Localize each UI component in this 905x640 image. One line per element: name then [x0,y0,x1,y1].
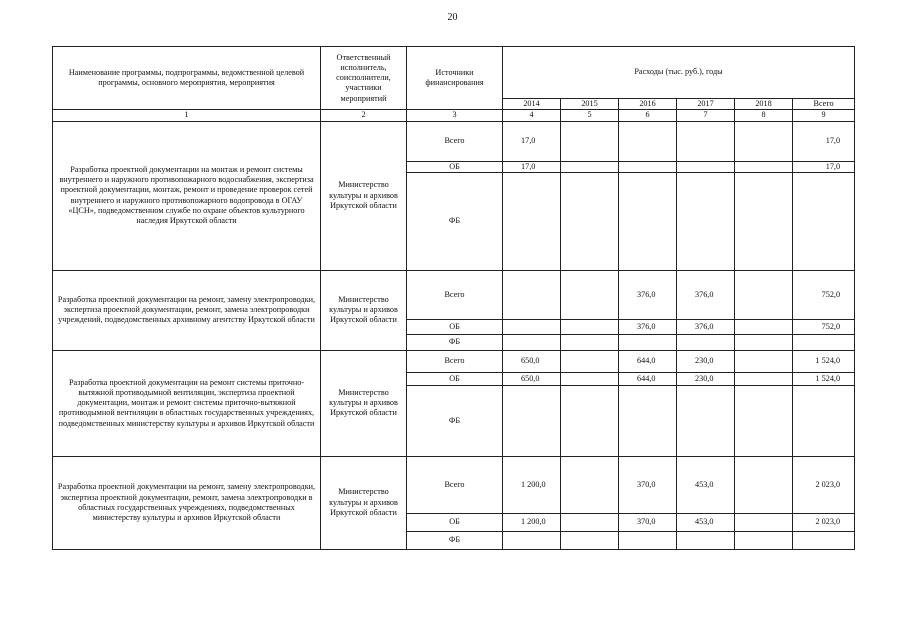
year-2015: 2015 [561,99,619,110]
value-cell: 1 200,0 [503,513,561,531]
value-cell [677,531,735,549]
value-cell: 230,0 [677,372,735,385]
value-cell [503,172,561,270]
header-expenses: Расходы (тыс. руб.), годы [503,47,855,99]
value-cell: 370,0 [619,456,677,513]
value-cell: 376,0 [619,319,677,334]
value-cell: 376,0 [619,270,677,319]
value-cell [793,385,855,456]
year-2014: 2014 [503,99,561,110]
value-cell: 230,0 [677,350,735,372]
value-cell [561,385,619,456]
value-cell [677,172,735,270]
value-cell [561,513,619,531]
value-cell: 17,0 [503,161,561,172]
value-cell [561,372,619,385]
value-cell [735,513,793,531]
table-row [53,350,855,372]
value-cell: 1 524,0 [793,372,855,385]
value-cell [735,372,793,385]
col-number-row [53,110,855,121]
value-cell [793,531,855,549]
col-number: 1 [53,110,321,121]
value-cell [619,334,677,350]
value-cell: 17,0 [793,121,855,161]
measure-name: Разработка проектной документации на ремонт, замену электропроводки, экспертиза проектной документации, ремонт, замена электропроводки в областных государственных учреждениях, подведомственных министерству культуры и архивов Иркутской области [53,456,321,549]
source-label: ФБ [407,531,503,549]
value-cell [735,270,793,319]
value-cell [561,270,619,319]
col-number: 2 [321,110,407,121]
source-label: Всего [407,121,503,161]
value-cell [561,161,619,172]
source-label: ОБ [407,319,503,334]
value-cell: 376,0 [677,270,735,319]
year-2018: 2018 [735,99,793,110]
value-cell: 2 023,0 [793,513,855,531]
value-cell: 17,0 [503,121,561,161]
value-cell: 644,0 [619,350,677,372]
budget-table [52,46,855,550]
table-row [53,121,855,161]
value-cell: 1 200,0 [503,456,561,513]
value-cell [561,121,619,161]
col-number: 9 [793,110,855,121]
value-cell [793,172,855,270]
value-cell [561,334,619,350]
value-cell [735,334,793,350]
value-cell [503,319,561,334]
responsible-org: Министерство культуры и архивов Иркутской области [321,456,407,549]
value-cell [677,334,735,350]
measure-name: Разработка проектной документации на ремонт системы приточно-вытяжной противодымной вентиляции, экспертиза проектной документации, монтаж и ремонт системы приточно-вытяжной противодымной вентиляции в областных государственных учреждениях, подведомственных министерству культуры и архивов Иркутской области [53,350,321,456]
value-cell: 752,0 [793,270,855,319]
value-cell [735,121,793,161]
col-number: 3 [407,110,503,121]
value-cell [735,172,793,270]
value-cell [619,161,677,172]
year-2017: 2017 [677,99,735,110]
value-cell: 2 023,0 [793,456,855,513]
source-label: ОБ [407,513,503,531]
value-cell [735,319,793,334]
source-label: ФБ [407,385,503,456]
value-cell [503,531,561,549]
value-cell [677,385,735,456]
col-number: 5 [561,110,619,121]
value-cell [561,350,619,372]
source-label: ФБ [407,172,503,270]
measure-name: Разработка проектной документации на ремонт, замену электропроводки, экспертиза проектной документации, ремонт, замена электропроводки учреждений, подведомственных архивному агентству Иркутской области [53,270,321,350]
value-cell [677,121,735,161]
value-cell: 453,0 [677,456,735,513]
col-number: 8 [735,110,793,121]
col-number: 7 [677,110,735,121]
source-label: ФБ [407,334,503,350]
value-cell [677,161,735,172]
responsible-org: Министерство культуры и архивов Иркутской области [321,350,407,456]
responsible-org: Министерство культуры и архивов Иркутской области [321,270,407,350]
value-cell [619,531,677,549]
value-cell [735,531,793,549]
measure-name: Разработка проектной документации на монтаж и ремонт системы внутреннего и наружного противопожарного водоснабжения, экспертиза проектной документации, монтаж, ремонт и проведение проверок сетей внутреннего и наружного противопожарного водопровода в ОГАУ «ЦСН», подведомственном службе по охране объектов культурного наследия Иркутской области [53,121,321,270]
value-cell [619,172,677,270]
source-label: ОБ [407,161,503,172]
header-name: Наименование программы, подпрограммы, ведомственной целевой программы, основного мероприятия, мероприятия [53,47,321,110]
source-label: Всего [407,350,503,372]
year-2016: 2016 [619,99,677,110]
value-cell [735,385,793,456]
value-cell: 1 524,0 [793,350,855,372]
value-cell [735,456,793,513]
value-cell: 752,0 [793,319,855,334]
value-cell [619,385,677,456]
value-cell [503,270,561,319]
value-cell [735,350,793,372]
value-cell [793,334,855,350]
value-cell: 17,0 [793,161,855,172]
value-cell: 370,0 [619,513,677,531]
year-total: Всего [793,99,855,110]
table-row [53,456,855,513]
source-label: ОБ [407,372,503,385]
value-cell [619,121,677,161]
value-cell: 650,0 [503,350,561,372]
value-cell: 453,0 [677,513,735,531]
value-cell [735,161,793,172]
responsible-org: Министерство культуры и архивов Иркутской области [321,121,407,270]
source-label: Всего [407,270,503,319]
col-number: 4 [503,110,561,121]
value-cell: 650,0 [503,372,561,385]
header-responsible: Ответственный исполнитель, соисполнители, участники мероприятий [321,47,407,110]
header-row [53,47,855,99]
source-label: Всего [407,456,503,513]
col-number: 6 [619,110,677,121]
value-cell [561,319,619,334]
value-cell [561,456,619,513]
value-cell [561,531,619,549]
value-cell: 644,0 [619,372,677,385]
page-number: 20 [447,12,458,23]
value-cell [503,334,561,350]
header-sources: Источники финансирования [407,47,503,110]
value-cell [561,172,619,270]
value-cell [503,385,561,456]
table-row [53,270,855,319]
value-cell: 376,0 [677,319,735,334]
